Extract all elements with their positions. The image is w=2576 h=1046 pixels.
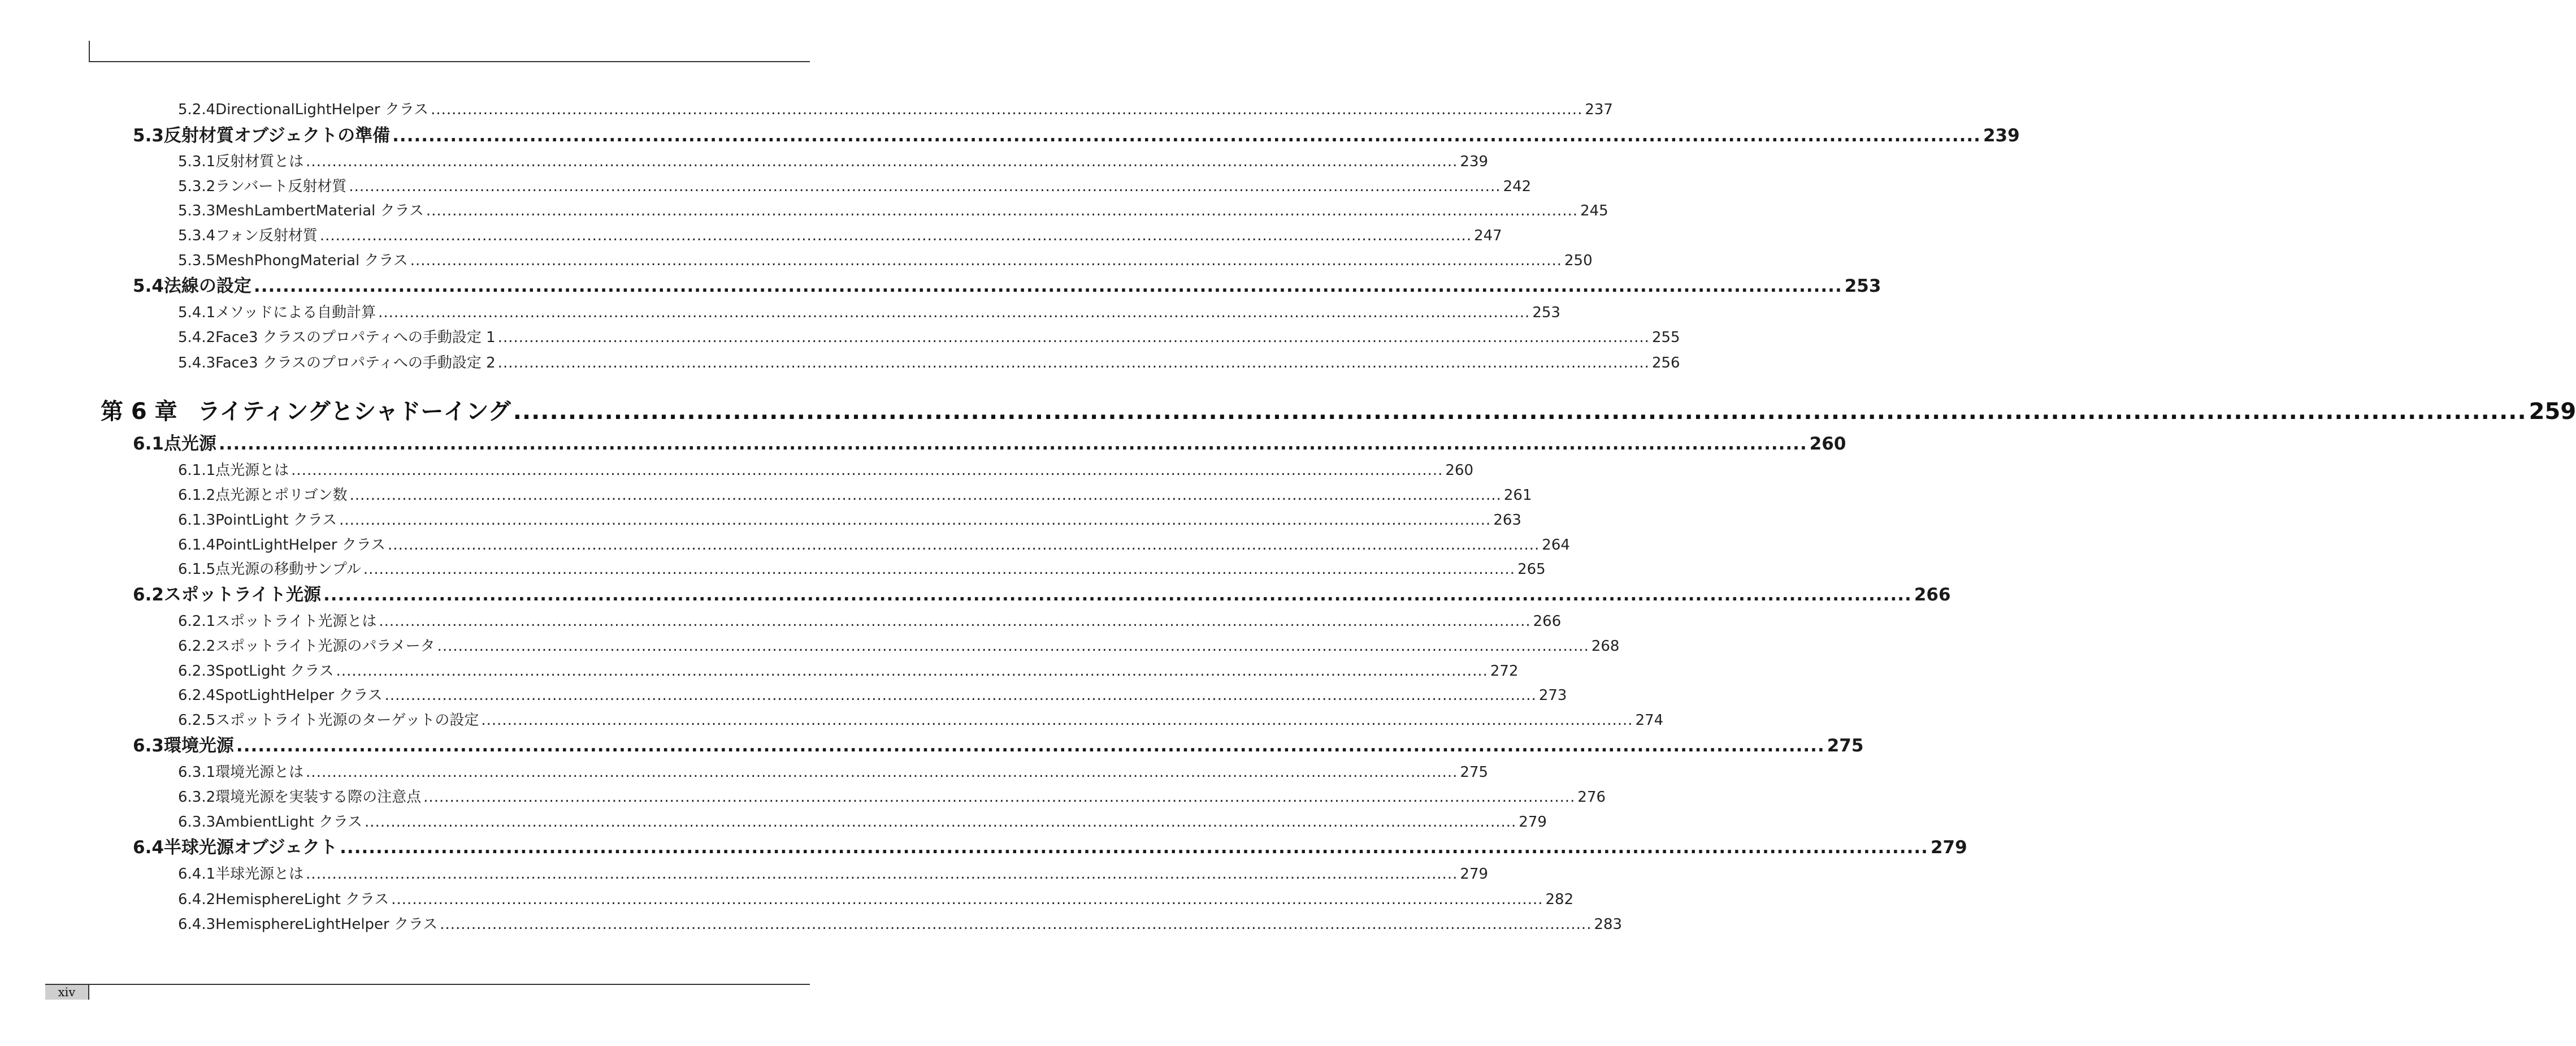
toc-entry: [133, 271, 1881, 297]
toc-entry-number: 6.3.2: [178, 789, 216, 806]
dot-leader: ............................................................................................................................................................................................................................: [306, 153, 1458, 170]
toc-entry-page: 274: [1635, 712, 1664, 729]
dot-leader: ............................................................................................................................................................................................................................: [339, 512, 1491, 529]
toc-entry: [133, 731, 1864, 757]
toc-entry-title: フォン反射材質: [215, 227, 318, 244]
dot-leader: ............................................................................................................................................................................................................................: [423, 789, 1576, 806]
toc-entry: [178, 913, 1623, 933]
dot-leader: ............................................................................................................................................................................................................................: [431, 101, 1583, 118]
dot-leader: ............................................................................................................................................................................................................................: [391, 891, 1543, 908]
toc-entry-title: PointLightHelper クラス: [215, 537, 386, 554]
toc-entry-title: メソッドによる自動計算: [215, 304, 376, 321]
toc-entry: [178, 224, 1502, 245]
toc-entry-number: 6.3.3: [178, 814, 216, 831]
toc-entry: [178, 888, 1574, 909]
toc-entry: [178, 708, 1664, 729]
toc-entry-page: 237: [1585, 101, 1613, 118]
toc-entry-title: 半球光源オブジェクト: [163, 837, 338, 858]
toc-entry-number: 6.3: [133, 736, 164, 756]
toc-entry: [178, 760, 1489, 781]
toc-entry-number: 5.3.1: [178, 153, 216, 170]
toc-entry-page: 273: [1538, 687, 1567, 704]
toc-entry-number: 6.1.2: [178, 487, 216, 504]
toc-entry-title: 点光源とは: [215, 462, 289, 479]
toc-entry-title: ランバート反射材質: [215, 178, 347, 195]
toc-entry-page: 242: [1503, 178, 1532, 195]
toc-entry-page: 266: [1914, 585, 1951, 605]
toc-entry-number: 6.2.5: [178, 712, 216, 729]
toc-entry-title: 反射材質オブジェクトの準備: [163, 126, 391, 146]
toc-entry: [133, 429, 1846, 455]
toc-entry-title: 反射材質とは: [215, 153, 304, 170]
toc-entry-title: 点光源とポリゴン数: [215, 487, 348, 504]
toc-entry: [178, 98, 1613, 119]
toc-entry-title: スポットライト光源のターゲットの設定: [215, 712, 479, 729]
toc-entry-title: ライティングとシャドーイング: [197, 399, 511, 425]
toc-entry-title: スポットライト光源のパラメータ: [215, 638, 435, 655]
toc-entry-number: 5.3.2: [178, 178, 216, 195]
dot-leader: ............................................................................................................................................................................................................................: [513, 399, 2527, 425]
dot-leader: ............................................................................................................................................................................................................................: [306, 764, 1458, 781]
dot-leader: ............................................................................................................................................................................................................................: [349, 178, 1501, 195]
toc-entry-page: 255: [1651, 329, 1680, 346]
toc-entry-title: 点光源: [163, 434, 216, 454]
toc-entry: [178, 634, 1620, 655]
toc-entry-page: 247: [1474, 227, 1502, 244]
toc-entry-page: 260: [1809, 434, 1846, 454]
dot-leader: ............................................................................................................................................................................................................................: [363, 561, 1516, 578]
toc-entry-title: DirectionalLightHelper クラス: [215, 101, 429, 118]
toc-entry-page: 282: [1545, 891, 1574, 908]
toc-entry-number: 5.3.4: [178, 227, 216, 244]
toc-entry-page: 239: [1983, 126, 2020, 146]
toc-entry-page: 245: [1580, 202, 1608, 219]
dot-leader: ............................................................................................................................................................................................................................: [291, 462, 1443, 479]
toc-entry-page: 261: [1503, 487, 1532, 504]
toc-entry-page: 272: [1490, 663, 1519, 680]
toc-entry-number: 6.2.3: [178, 663, 216, 680]
toc-entry: [178, 301, 1560, 322]
dot-leader: ............................................................................................................................................................................................................................: [378, 304, 1530, 321]
dot-leader: ............................................................................................................................................................................................................................: [340, 837, 1928, 858]
toc-entry-page: 264: [1542, 537, 1570, 554]
dot-leader: ............................................................................................................................................................................................................................: [336, 663, 1488, 680]
toc-entry-title: 環境光源を実装する際の注意点: [215, 789, 422, 806]
toc-entry: [178, 508, 1521, 529]
dot-leader: ............................................................................................................................................................................................................................: [410, 252, 1563, 269]
toc-entry-title: SpotLightHelper クラス: [215, 687, 383, 704]
toc-entry-number: 5.4: [133, 276, 164, 296]
toc-entry-title: MeshLambertMaterial クラス: [215, 202, 424, 219]
toc-entry-page: 260: [1445, 462, 1474, 479]
toc-entry-number: 6.1: [133, 434, 164, 454]
toc-entry-number: 6.3.1: [178, 764, 216, 781]
dot-leader: ............................................................................................................................................................................................................................: [388, 537, 1540, 554]
toc-entry-number: 5.3: [133, 126, 164, 146]
toc-entry-title: AmbientLight クラス: [215, 814, 363, 831]
toc-entry-title: MeshPhongMaterial クラス: [215, 252, 408, 269]
toc-entry-page: 268: [1591, 638, 1620, 655]
toc-entry: [178, 659, 1519, 680]
toc-entry-page: 279: [1519, 814, 1547, 831]
toc-entry: [178, 684, 1567, 704]
toc-entry-page: 253: [1532, 304, 1560, 321]
toc-entry-page: 275: [1827, 736, 1864, 756]
toc-entry: [178, 610, 1562, 630]
toc-entry-page: 279: [1460, 866, 1489, 883]
toc-entry: [178, 175, 1532, 196]
toc-entry-number: 5.3.3: [178, 202, 216, 219]
toc-entry: [90, 394, 2576, 426]
toc-entry-title: 環境光源とは: [215, 764, 304, 781]
toc-entry: [178, 785, 1606, 806]
toc-entry-title: 半球光源とは: [215, 866, 304, 883]
toc-entry-title: Face3 クラスのプロパティへの手動設定 1: [215, 329, 496, 346]
toc-entry-title: HemisphereLight クラス: [215, 891, 389, 908]
toc-entry: [133, 833, 1967, 858]
toc-entry-number: 5.2.4: [178, 101, 216, 118]
toc-entry: [178, 862, 1489, 883]
toc-entry-page: 259: [2529, 399, 2576, 425]
dot-leader: ............................................................................................................................................................................................................................: [253, 276, 1842, 296]
toc-entry-title: 点光源の移動サンプル: [215, 561, 361, 578]
toc-entry-number: 6.4.1: [178, 866, 216, 883]
toc-entry-page: 279: [1930, 837, 1967, 858]
toc-entry-page: 253: [1844, 276, 1881, 296]
toc-entry-page: 239: [1460, 153, 1489, 170]
dot-leader: ............................................................................................................................................................................................................................: [323, 585, 1912, 605]
toc-entry-number: 6.1.3: [178, 512, 216, 529]
toc-entry-page: 283: [1594, 916, 1623, 933]
toc-entry-number: 6.4: [133, 837, 164, 858]
dot-leader: ............................................................................................................................................................................................................................: [365, 814, 1517, 831]
toc-entry: [178, 249, 1593, 270]
toc-entry: [178, 150, 1489, 171]
toc-entry-title: PointLight クラス: [215, 512, 337, 529]
toc-entry-page: 263: [1493, 512, 1521, 529]
dot-leader: ............................................................................................................................................................................................................................: [392, 126, 1981, 146]
toc-entry-page: 250: [1564, 252, 1593, 269]
dot-leader: ............................................................................................................................................................................................................................: [349, 487, 1502, 504]
toc-entry-title: Face3 クラスのプロパティへの手動設定 2: [215, 355, 496, 371]
toc-entry-number: 6.1.1: [178, 462, 216, 479]
toc-entry: [133, 580, 1951, 606]
toc-entry-number: 第 6 章: [101, 399, 177, 425]
toc-entry-number: 5.4.1: [178, 304, 216, 321]
toc-entry-number: 6.2.4: [178, 687, 216, 704]
toc-entry-title: スポットライト光源とは: [215, 613, 377, 630]
page-folio: xiv: [45, 985, 89, 1000]
dot-leader: ............................................................................................................................................................................................................................: [481, 712, 1633, 729]
toc-entry-number: 6.2.2: [178, 638, 216, 655]
toc-entry: [178, 199, 1608, 220]
bottom-rule: [45, 984, 810, 985]
toc-entry-number: 5.4.3: [178, 355, 216, 371]
toc-entry-page: 276: [1577, 789, 1606, 806]
toc-entry-title: SpotLight クラス: [215, 663, 334, 680]
toc-entry: [178, 810, 1547, 831]
dot-leader: ............................................................................................................................................................................................................................: [440, 916, 1592, 933]
dot-leader: ............................................................................................................................................................................................................................: [384, 687, 1537, 704]
toc-entry-title: 環境光源: [163, 736, 234, 756]
toc-entry-page: 256: [1651, 355, 1680, 371]
toc-entry-number: 5.3.5: [178, 252, 216, 269]
toc-entry: [178, 459, 1474, 479]
dot-leader: ............................................................................................................................................................................................................................: [379, 613, 1531, 630]
dot-leader: ............................................................................................................................................................................................................................: [437, 638, 1589, 655]
toc-entry-title: HemisphereLightHelper クラス: [215, 916, 438, 933]
toc-entry-page: 265: [1517, 561, 1546, 578]
toc-entry-number: 6.1.4: [178, 537, 216, 554]
toc-entry-number: 6.2: [133, 585, 164, 605]
toc-entry-number: 6.4.2: [178, 891, 216, 908]
dot-leader: ............................................................................................................................................................................................................................: [218, 434, 1807, 454]
toc-entry: [178, 326, 1680, 347]
toc-entry-title: 法線の設定: [163, 276, 251, 296]
toc-entry-page: 266: [1533, 613, 1562, 630]
toc-entry-number: 6.2.1: [178, 613, 216, 630]
dot-leader: ............................................................................................................................................................................................................................: [319, 227, 1472, 244]
toc-entry: [178, 351, 1680, 372]
toc-entry-number: 6.4.3: [178, 916, 216, 933]
dot-leader: ............................................................................................................................................................................................................................: [497, 329, 1650, 346]
toc-entry: [178, 533, 1570, 554]
dot-leader: ............................................................................................................................................................................................................................: [236, 736, 1825, 756]
toc-entry: [178, 483, 1532, 504]
toc-entry-page: 275: [1460, 764, 1489, 781]
toc-entry: [178, 557, 1546, 578]
toc-entry-number: 5.4.2: [178, 329, 216, 346]
toc-entry-number: 6.1.5: [178, 561, 216, 578]
dot-leader: ............................................................................................................................................................................................................................: [426, 202, 1578, 219]
dot-leader: ............................................................................................................................................................................................................................: [497, 355, 1650, 371]
toc-entry: [133, 121, 2020, 146]
toc-entry-title: スポットライト光源: [163, 585, 321, 605]
dot-leader: ............................................................................................................................................................................................................................: [306, 866, 1458, 883]
